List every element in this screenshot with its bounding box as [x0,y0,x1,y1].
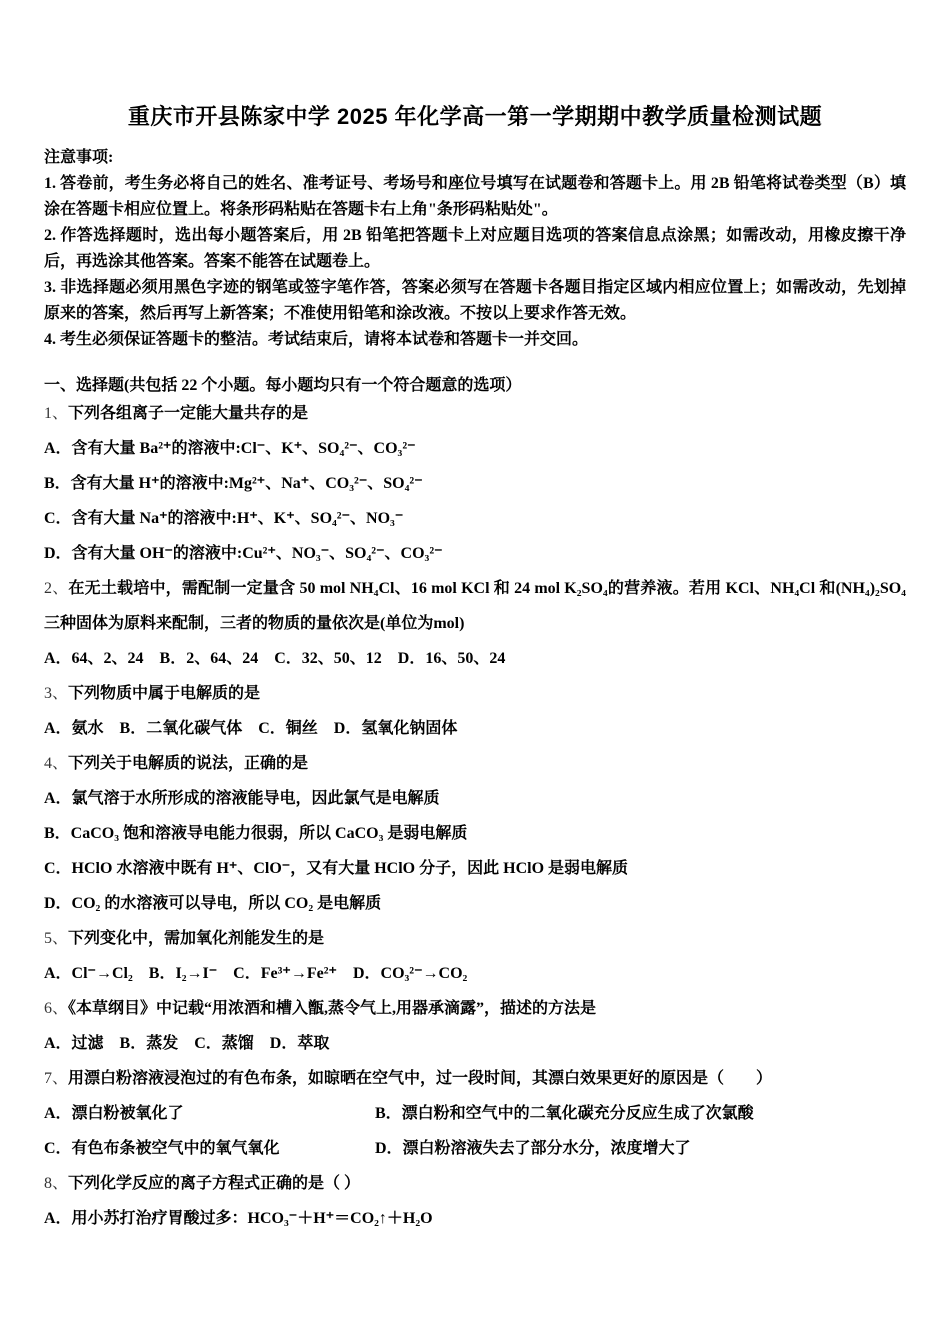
question-7-options-row-1 [44,1096,906,1131]
question-7-options-row-2 [44,1131,906,1166]
question-6-options: A．过滤 B．蒸发 C．蒸馏 D．萃取 [44,1035,330,1052]
question-2-options: A．64、2、24 B．2、64、24 C．32、50、12 D．16、50、24 [44,650,506,667]
question-7-option-c: C．有色布条被空气中的氧气氧化 [44,1140,280,1157]
question-2-stem: 在无土载培中，需配制一定量含 50 mol NH₄Cl、16 mol KCl 和 24 mol K₂SO₄的营养液。若用 KCl、NH₄Cl 和(NH₄)₂SO₄三种固体为原料来配制，三者的物质的量依次是(单位为mol) [44,580,906,632]
question-1-option-d: D．含有大量 OH⁻的溶液中:Cu²⁺、NO₃⁻、SO₄²⁻、CO₃²⁻ [44,545,443,562]
question-4-option-d: D．CO₂ 的水溶液可以导电，所以 CO₂ 是电解质 [44,895,382,912]
question-1-stem: 下列各组离子一定能大量共存的是 [68,405,309,422]
question-6-number: 6、 [44,1000,69,1017]
question-5-number: 5、 [44,930,69,947]
question-3-options: A．氨水 B．二氧化碳气体 C．铜丝 D．氢氧化钠固体 [44,720,458,737]
question-3-stem: 下列物质中属于电解质的是 [68,685,261,702]
questions-list [44,396,906,1236]
question-1-number: 1、 [44,405,69,422]
question-4-option-b: B．CaCO₃ 饱和溶液导电能力很弱，所以 CaCO₃ 是弱电解质 [44,825,468,842]
notice-item-3: 3. 非选择题必须用黑色字迹的钢笔或签字笔作答，答案必须写在答题卡各题目指定区域内相应位置上；如需改动，先划掉原来的答案，然后再写上新答案；不准使用铅笔和涂改液。不按以上要求作答无效。 [44,279,906,322]
question-4-option-a: A．氯气溶于水所形成的溶液能导电，因此氯气是电解质 [44,790,440,807]
question-4-stem: 下列关于电解质的说法，正确的是 [68,755,309,772]
notice-item-2: 2. 作答选择题时，选出每小题答案后，用 2B 铅笔把答题卡上对应题目选项的答案信息点涂黑；如需改动，用橡皮擦干净后，再选涂其他答案。答案不能答在试题卷上。 [44,227,906,270]
question-5 [44,921,906,991]
question-8-number: 8、 [44,1175,69,1192]
question-8-stem: 下列化学反应的离子方程式正确的是（ ） [68,1175,361,1192]
notice-item-1: 1. 答卷前，考生务必将自己的姓名、准考证号、考场号和座位号填写在试题卷和答题卡上。用 2B 铅笔将试卷类型（B）填涂在答题卡相应位置上。将条形码粘贴在答题卡右上角"条形码粘贴处"。 [44,175,906,218]
notice-heading: 注意事项: [44,149,114,166]
question-7-option-d: D．漂白粉溶液失去了部分水分，浓度增大了 [375,1140,691,1157]
question-4 [44,746,906,921]
question-4-option-c: C．HClO 水溶液中既有 H⁺、ClO⁻，又有大量 HClO 分子，因此 HClO 是弱电解质 [44,860,629,877]
question-7-stem: 用漂白粉溶液浸泡过的有色布条，如晾晒在空气中，过一段时间，其漂白效果更好的原因是（ ） [68,1070,773,1087]
question-6 [44,991,906,1061]
question-7-number: 7、 [44,1070,69,1087]
question-5-options: A．Cl⁻→Cl₂ B．I₂→I⁻ C．Fe³⁺→Fe²⁺ D．CO₃²⁻→CO₂ [44,965,468,982]
question-8-option-a: A．用小苏打治疗胃酸过多：HCO₃⁻＋H⁺＝CO₂↑＋H₂O [44,1210,433,1227]
notice-item-4: 4. 考生必须保证答题卡的整洁。考试结束后，请将本试卷和答题卡一并交回。 [44,331,589,348]
question-1-option-a: A．含有大量 Ba²⁺的溶液中:Cl⁻、K⁺、SO₄²⁻、CO₃²⁻ [44,440,416,457]
question-5-stem: 下列变化中，需加氧化剂能发生的是 [68,930,325,947]
question-1 [44,396,906,571]
question-8 [44,1166,906,1236]
question-2-number: 2、 [44,580,69,597]
question-6-stem: 《本草纲目》中记载“用浓酒和槽入甑,蒸令气上,用器承滴露”，描述的方法是 [68,1000,597,1017]
question-7 [44,1061,906,1166]
question-1-option-c: C．含有大量 Na⁺的溶液中:H⁺、K⁺、SO₄²⁻、NO₃⁻ [44,510,404,527]
question-4-number: 4、 [44,755,69,772]
question-7-option-b: B．漂白粉和空气中的二氧化碳充分反应生成了次氯酸 [375,1105,754,1122]
exam-title: 重庆市开县陈家中学 2025 年化学高一第一学期期中教学质量检测试题 [127,104,823,129]
question-1-option-b: B．含有大量 H⁺的溶液中:Mg²⁺、Na⁺、CO₃²⁻、SO₄²⁻ [44,475,423,492]
question-7-option-a: A．漂白粉被氧化了 [44,1105,184,1122]
question-3-number: 3、 [44,685,69,702]
notice-section [44,145,906,353]
question-3 [44,676,906,746]
section-heading: 一、选择题(共包括 22 个小题。每小题均只有一个符合题意的选项） [44,377,522,394]
question-2 [44,571,906,676]
